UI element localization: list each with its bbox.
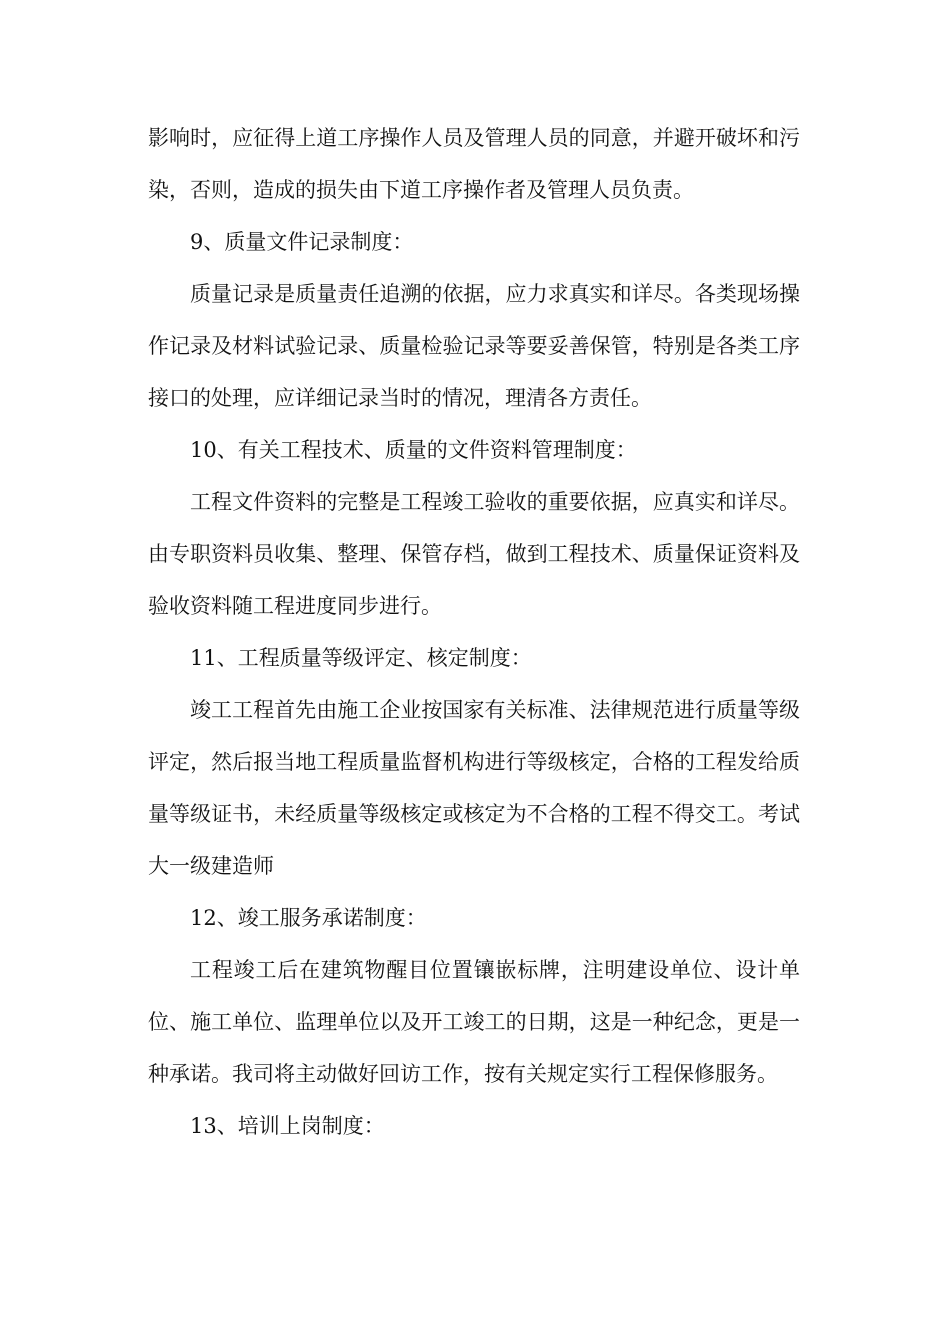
- paragraph-quality-grading: 竣工工程首先由施工企业按国家有关标准、法律规范进行质量等级评定，然后报当地工程质量监督机构进行等级核定，合格的工程发给质量等级证书，未经质量等级核定或核定为不合格的工程不得交工。考试大一级建造师: [148, 698, 800, 878]
- paragraph-document-management: 工程文件资料的完整是工程竣工验收的重要依据，应真实和详尽。由专职资料员收集、整理、保管存档，做到工程技术、质量保证资料及验收资料随工程进度同步进行。: [148, 490, 800, 618]
- paragraph-continuation: 影响时，应征得上道工序操作人员及管理人员的同意，并避开破坏和污染，否则，造成的损失由下道工序操作者及管理人员负责。: [148, 126, 800, 202]
- section-heading-12: 12、竣工服务承诺制度：: [190, 906, 427, 930]
- section-heading-10: 10、有关工程技术、质量的文件资料管理制度：: [190, 438, 637, 462]
- paragraph-quality-records: 质量记录是质量责任追溯的依据，应力求真实和详尽。各类现场操作记录及材料试验记录、质量检验记录等要妥善保管，特别是各类工序接口的处理，应详细记录当时的情况，理清各方责任。: [148, 282, 800, 410]
- section-heading-9: 9、质量文件记录制度：: [190, 230, 414, 254]
- document-body: [148, 112, 800, 1152]
- section-heading-13: 13、培训上岗制度：: [190, 1114, 385, 1138]
- paragraph-service-commitment: 工程竣工后在建筑物醒目位置镶嵌标牌，注明建设单位、设计单位、施工单位、监理单位以及开工竣工的日期，这是一种纪念，更是一种承诺。我司将主动做好回访工作，按有关规定实行工程保修服务。: [148, 958, 800, 1086]
- section-heading-11: 11、工程质量等级评定、核定制度：: [190, 646, 532, 670]
